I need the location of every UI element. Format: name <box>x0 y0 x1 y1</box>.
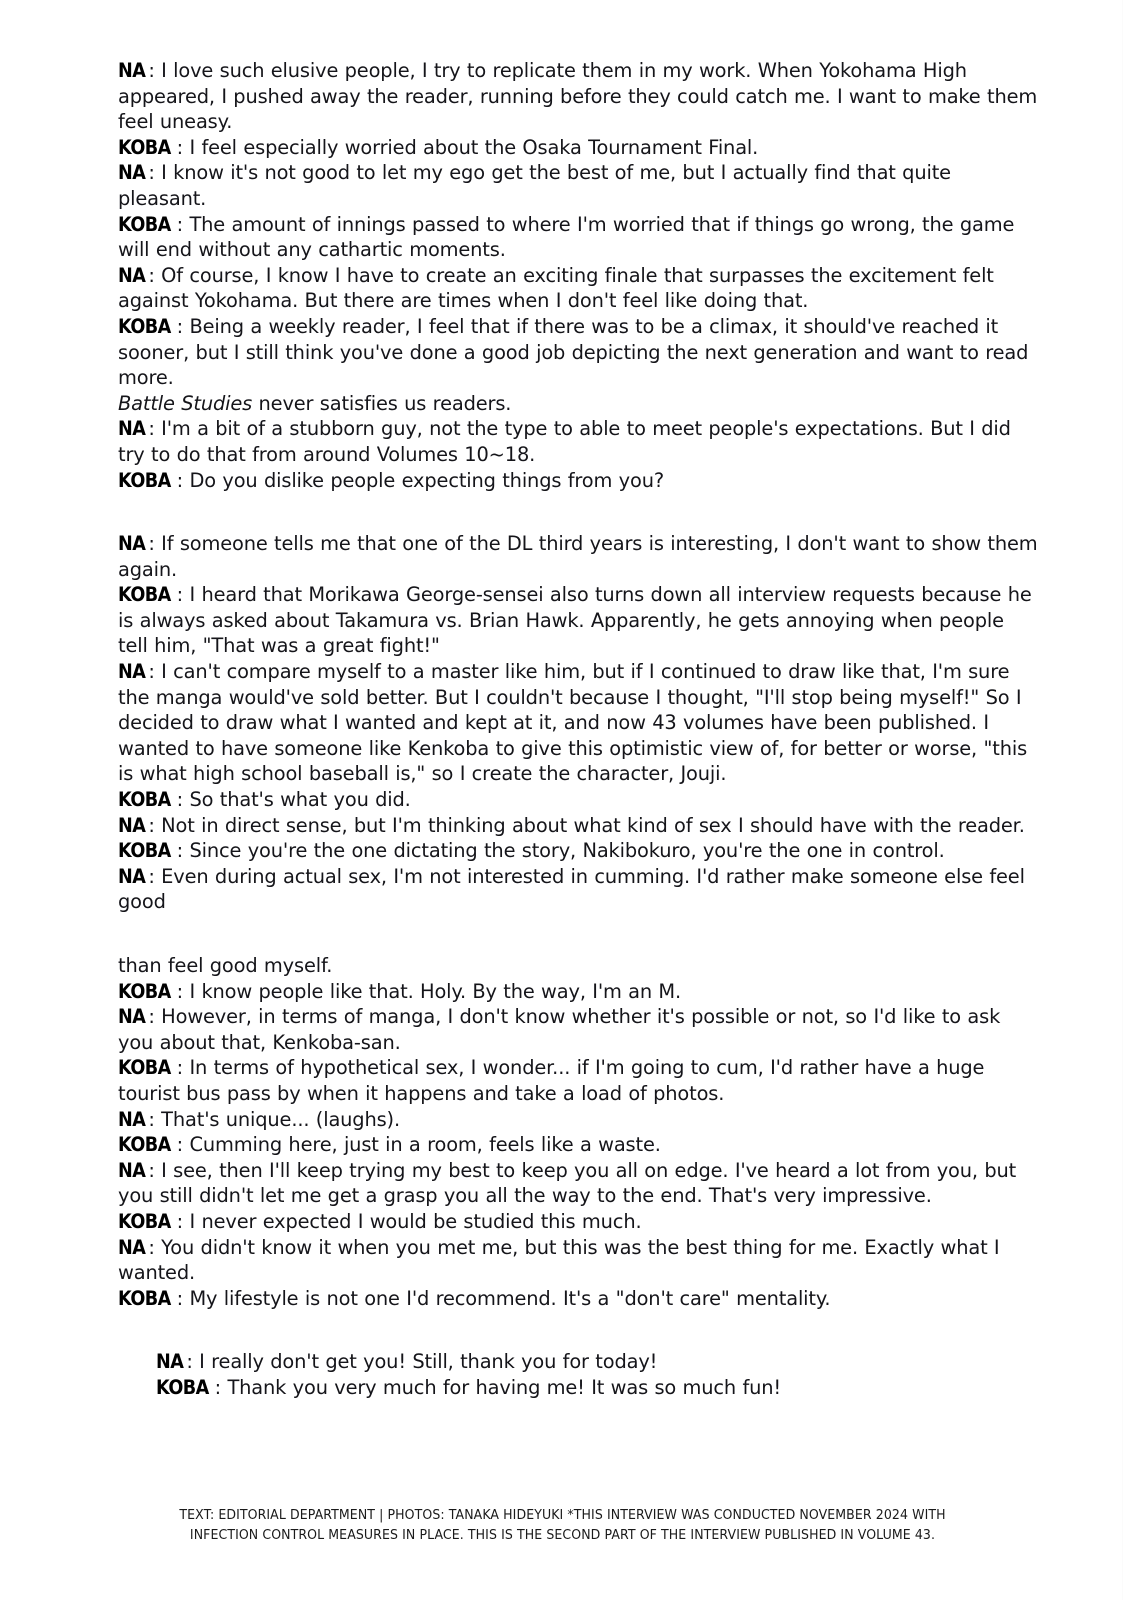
speaker-label: KOBA <box>118 1056 171 1080</box>
dialogue-text: Of course, I know I have to create an exciting finale that surpasses the excitement felt against Yokohama. But there are times when I don't feel like doing that. <box>118 263 994 313</box>
speaker-separator: : <box>148 417 162 441</box>
transcript-body <box>118 58 1038 1401</box>
dialogue-text: Cumming here, just in a room, feels like a waste. <box>189 1133 661 1157</box>
speaker-label: NA <box>156 1350 184 1374</box>
speaker-label: KOBA <box>118 583 171 607</box>
speaker-label: KOBA <box>118 1209 171 1233</box>
dialogue-line <box>118 263 1038 314</box>
speaker-label: KOBA <box>118 839 171 863</box>
speaker-separator: : <box>148 1107 162 1131</box>
speaker-separator: : <box>176 1133 190 1157</box>
speaker-separator: : <box>176 314 190 338</box>
dialogue-line <box>118 787 1038 813</box>
speaker-label: KOBA <box>156 1375 209 1399</box>
dialogue-text: So that's what you did. <box>189 788 411 812</box>
dialogue-line <box>118 659 1038 787</box>
dialogue-line <box>118 953 1038 979</box>
dialogue-blocks <box>118 58 1038 1401</box>
dialogue-text: I see, then I'll keep trying my best to keep you all on edge. I've heard a lot from you, but you still didn't let me get a grasp you all the way to the end. That's very impressive. <box>118 1158 1017 1208</box>
speaker-label: NA <box>118 161 146 185</box>
dialogue-block <box>118 953 1038 1311</box>
speaker-separator: : <box>176 135 190 159</box>
dialogue-line <box>118 391 1038 417</box>
dialogue-text: I never expected I would be studied this much. <box>189 1209 642 1233</box>
dialogue-text: I really don't get you! Still, thank you for today! <box>199 1350 658 1374</box>
dialogue-line <box>118 212 1038 263</box>
speaker-separator: : <box>176 583 190 607</box>
dialogue-text: My lifestyle is not one I'd recommend. It's a "don't care" mentality. <box>189 1286 831 1310</box>
speaker-separator: : <box>148 1005 162 1029</box>
dialogue-line <box>118 416 1038 467</box>
dialogue-text: I can't compare myself to a master like him, but if I continued to draw like that, I'm sure the manga would've sold better. But I couldn't because I thought, "I'll stop being myself!" So I decided to draw what I wanted and kept at it, and now 43 volumes have been published. I wanted to have someone like Kenkoba to give this optimistic view of, for better or worse, "this is what high school baseball is," so I create the character, Jouji. <box>118 660 1028 786</box>
dialogue-text: However, in terms of manga, I don't know whether it's possible or not, so I'd like to ask you about that, Kenkoba-san. <box>118 1005 1001 1054</box>
page-footer <box>0 1506 1125 1546</box>
speaker-separator: : <box>148 1235 162 1259</box>
dialogue-line <box>118 58 1038 135</box>
dialogue-text: That's unique... (laughs). <box>161 1107 400 1131</box>
speaker-separator: : <box>214 1375 228 1399</box>
dialogue-text: I know people like that. Holy. By the way, I'm an M. <box>189 979 682 1003</box>
speaker-label: KOBA <box>118 1286 171 1310</box>
dialogue-line <box>118 1286 1038 1312</box>
dialogue-line <box>118 813 1038 839</box>
dialogue-text: The amount of innings passed to where I'm worried that if things go wrong, the game will end without any cathartic moments. <box>118 212 1015 262</box>
speaker-label: KOBA <box>118 314 171 338</box>
dialogue-text: I'm a bit of a stubborn guy, not the type to able to meet people's expectations. But I did try to do that from around Volumes 10~18. <box>118 417 1011 466</box>
dialogue-line <box>118 1132 1038 1158</box>
speaker-separator: : <box>148 1158 162 1182</box>
speaker-label: KOBA <box>118 979 171 1003</box>
dialogue-line <box>118 864 1038 915</box>
speaker-label: KOBA <box>118 1133 171 1157</box>
dialogue-block <box>118 531 1038 915</box>
dialogue-text: Not in direct sense, but I'm thinking about what kind of sex I should have with the reader. <box>161 813 1025 837</box>
speaker-separator: : <box>176 1286 190 1310</box>
speaker-label: NA <box>118 864 146 888</box>
speaker-separator: : <box>176 979 190 1003</box>
speaker-label: NA <box>118 1158 146 1182</box>
dialogue-line <box>156 1375 1038 1401</box>
footer-line-2: INFECTION CONTROL MEASURES IN PLACE. THIS IS THE SECOND PART OF THE INTERVIEW PUBLISHED IN VOLUME 43. <box>189 1528 936 1543</box>
speaker-label: NA <box>118 263 146 287</box>
dialogue-text: I love such elusive people, I try to replicate them in my work. When Yokohama High appeared, I pushed away the reader, running before they could catch me. I want to make them feel uneasy. <box>118 59 1038 134</box>
speaker-label: KOBA <box>118 788 171 812</box>
dialogue-text: Being a weekly reader, I feel that if there was to be a climax, it should've reached it sooner, but I still think you've done a good job depicting the next generation and want to read more. <box>118 314 1029 390</box>
dialogue-line <box>118 314 1038 391</box>
dialogue-text: You didn't know it when you met me, but this was the best thing for me. Exactly what I wanted. <box>118 1235 1000 1285</box>
speaker-label: KOBA <box>118 468 171 492</box>
dialogue-line <box>118 468 1038 494</box>
speaker-label: NA <box>118 532 146 556</box>
speaker-separator: : <box>176 1056 190 1080</box>
speaker-separator: : <box>176 1209 190 1233</box>
speaker-separator: : <box>148 660 162 684</box>
speaker-label: NA <box>118 1235 146 1259</box>
work-title: Battle Studies <box>118 391 253 415</box>
dialogue-line <box>118 1209 1038 1235</box>
speaker-label: KOBA <box>118 135 171 159</box>
speaker-separator: : <box>148 813 162 837</box>
dialogue-text: Since you're the one dictating the story, Nakibokuro, you're the one in control. <box>189 839 945 863</box>
dialogue-line <box>156 1349 1038 1375</box>
speaker-separator: : <box>148 263 162 287</box>
speaker-separator: : <box>148 161 162 185</box>
dialogue-line <box>118 1158 1038 1209</box>
dialogue-line <box>118 1235 1038 1286</box>
dialogue-block <box>156 1349 1038 1400</box>
dialogue-line <box>118 160 1038 211</box>
dialogue-text: Do you dislike people expecting things from you? <box>189 468 664 492</box>
speaker-label: NA <box>118 1005 146 1029</box>
dialogue-line <box>118 135 1038 161</box>
dialogue-line <box>118 838 1038 864</box>
speaker-separator: : <box>176 468 190 492</box>
speaker-separator: : <box>148 864 162 888</box>
dialogue-line <box>118 1055 1038 1106</box>
speaker-label: KOBA <box>118 212 171 236</box>
dialogue-text: I feel especially worried about the Osaka Tournament Final. <box>189 135 759 159</box>
speaker-label: NA <box>118 660 146 684</box>
dialogue-line <box>118 582 1038 659</box>
dialogue-text: I know it's not good to let my ego get the best of me, but I actually find that quite pleasant. <box>118 161 951 210</box>
dialogue-line <box>118 979 1038 1005</box>
speaker-separator: : <box>176 788 190 812</box>
dialogue-line <box>118 1107 1038 1133</box>
speaker-separator: : <box>176 839 190 863</box>
speaker-label: NA <box>118 1107 146 1131</box>
footer-line-1: TEXT: EDITORIAL DEPARTMENT | PHOTOS: TANAKA HIDEYUKI *THIS INTERVIEW WAS CONDUCTED NOVEMBER 2024 WITH <box>179 1508 946 1523</box>
dialogue-text: never satisfies us readers. <box>252 391 512 415</box>
dialogue-text: Thank you very much for having me! It was so much fun! <box>227 1375 782 1399</box>
page-edge-line <box>1122 0 1123 1600</box>
speaker-label: NA <box>118 813 146 837</box>
speaker-label: NA <box>118 417 146 441</box>
speaker-separator: : <box>176 212 190 236</box>
dialogue-text: than feel good myself. <box>118 954 333 977</box>
dialogue-line <box>118 531 1038 582</box>
dialogue-text: In terms of hypothetical sex, I wonder... if I'm going to cum, I'd rather have a huge tourist bus pass by when it happens and take a load of photos. <box>118 1056 985 1105</box>
speaker-separator: : <box>148 532 162 556</box>
dialogue-block <box>118 58 1038 493</box>
speaker-label: NA <box>118 59 146 82</box>
dialogue-text: If someone tells me that one of the DL third years is interesting, I don't want to show them again. <box>118 532 1038 581</box>
dialogue-line <box>118 1004 1038 1055</box>
speaker-separator: : <box>186 1350 200 1374</box>
speaker-separator: : <box>148 59 162 82</box>
dialogue-text: I heard that Morikawa George-sensei also turns down all interview requests because he is always asked about Takamura vs. Brian Hawk. Apparently, he gets annoying when people tell him, "That was a great fight!" <box>118 583 1032 658</box>
dialogue-text: Even during actual sex, I'm not interested in cumming. I'd rather make someone else feel good <box>118 864 1025 914</box>
